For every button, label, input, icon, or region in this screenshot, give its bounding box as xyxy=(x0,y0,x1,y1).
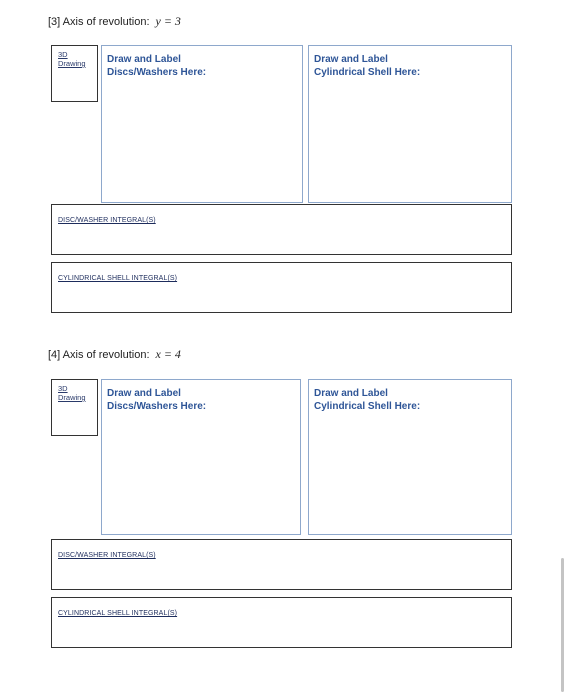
section-4-heading xyxy=(48,347,181,362)
section-3-heading xyxy=(48,14,181,29)
section-4-cylindrical-shell-area[interactable] xyxy=(308,379,512,535)
section-3-heading-label: [3] Axis of revolution: xyxy=(48,16,150,28)
section-4-3d-label: 3D xyxy=(58,384,68,393)
section-3-discs-washers-area[interactable] xyxy=(101,45,303,203)
section-4-shell-title-line2: Cylindrical Shell Here: xyxy=(314,401,421,412)
section-3-cylindrical-shell-area[interactable] xyxy=(308,45,512,203)
section-3-3d-drawing-box[interactable] xyxy=(51,45,98,102)
section-3-cylindrical-shell-integral-box[interactable] xyxy=(51,262,512,313)
section-3-drawing-label: Drawing xyxy=(58,59,86,68)
section-4-cylindrical-shell-integral-box[interactable] xyxy=(51,597,512,648)
section-4-discs-washers-area[interactable] xyxy=(101,379,301,535)
section-4-drawing-label: Drawing xyxy=(58,393,86,402)
section-4-discs-title-line2: Discs/Washers Here: xyxy=(107,401,207,412)
section-3-cylindrical-shell-integral-label: CYLINDRICAL SHELL INTEGRAL(S) xyxy=(58,275,178,282)
section-3-discs-title-line1: Draw and Label xyxy=(107,54,181,65)
section-4-cylindrical-shell-integral-label: CYLINDRICAL SHELL INTEGRAL(S) xyxy=(58,610,178,617)
section-4-discs-title-line1: Draw and Label xyxy=(107,388,181,399)
section-3-axis-equation: y = 3 xyxy=(155,14,181,28)
section-3-disc-washer-integral-label: DISC/WASHER INTEGRAL(S) xyxy=(58,217,156,224)
section-4-disc-washer-integral-box[interactable] xyxy=(51,539,512,590)
section-3-disc-washer-integral-box[interactable] xyxy=(51,204,512,255)
section-3-3d-label: 3D xyxy=(58,50,68,59)
vertical-scrollbar[interactable] xyxy=(561,558,564,692)
section-3-discs-title-line2: Discs/Washers Here: xyxy=(107,67,207,78)
section-4-3d-drawing-box[interactable] xyxy=(51,379,98,436)
section-4-disc-washer-integral-label: DISC/WASHER INTEGRAL(S) xyxy=(58,552,156,559)
section-3-shell-title-line1: Draw and Label xyxy=(314,54,388,65)
section-4-heading-label: [4] Axis of revolution: xyxy=(48,349,150,361)
section-3-shell-title-line2: Cylindrical Shell Here: xyxy=(314,67,421,78)
section-4-shell-title-line1: Draw and Label xyxy=(314,388,388,399)
section-4-axis-equation: x = 4 xyxy=(155,347,181,361)
